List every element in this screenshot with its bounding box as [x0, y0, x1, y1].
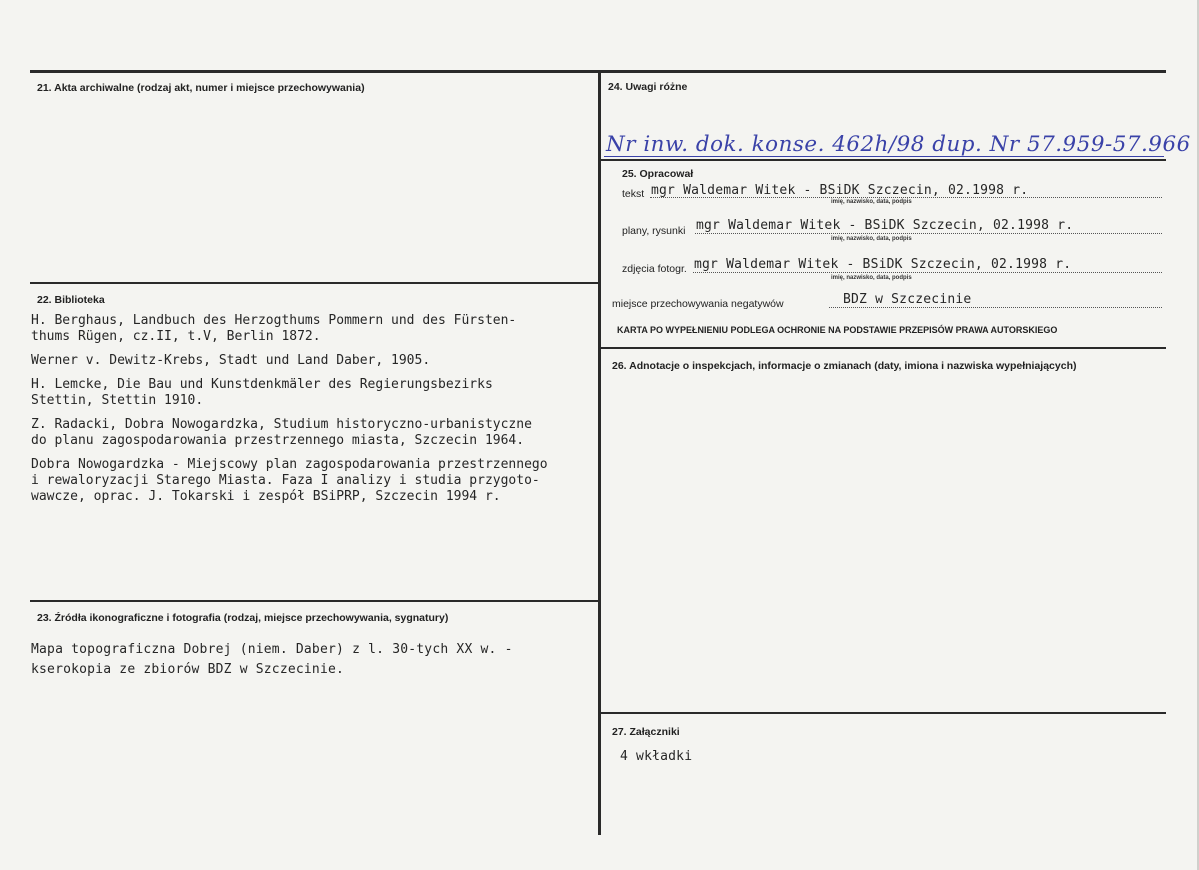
bibliography-entry: Dobra Nowogardzka - Miejscowy plan zagospodarowania przestrzennego i rewaloryzacji Starego Miasta. Faza I analizy i studia przygoto- wawcze, oprac. J. Tokarski i zespół BSiPRP, Szczecin 1994 r.	[31, 457, 548, 504]
author-plans-dotline	[695, 233, 1162, 234]
bibliography-entry: Z. Radacki, Dobra Nowogardzka, Studium historyczno-urbanistyczne do planu zagospodarowania przestrzennego miasta, Szczecin 1964.	[31, 417, 532, 448]
author-text-value: mgr Waldemar Witek - BSiDK Szczecin, 02.1998 r.	[651, 183, 1029, 198]
copyright-notice: KARTA PO WYPEŁNIENIU PODLEGA OCHRONIE NA PODSTAWIE PRZEPISÓW PRAWA AUTORSKIEGO	[617, 325, 1058, 335]
author-text-hint: imię, nazwisko, data, podpis	[831, 199, 912, 205]
handwritten-remark: Nr inw. dok. konse. 462h/98 dup. Nr 57.959-57.966	[606, 132, 1191, 156]
section-26-title: 26. Adnotacje o inspekcjach, informacje o zmianach (daty, imiona i nazwiska wypełniających)	[612, 360, 1077, 372]
author-photos-hint: imię, nazwisko, data, podpis	[831, 275, 912, 281]
negatives-dotline	[829, 307, 1162, 308]
author-text-dotline	[650, 197, 1162, 198]
author-plans-label: plany, rysunki	[622, 225, 686, 237]
iconography-text: Mapa topograficzna Dobrej (niem. Daber) z l. 30-tych XX w. - kserokopia ze zbiorów BDZ w Szczecinie.	[31, 642, 513, 677]
section-23-title: 23. Źródła ikonograficzne i fotografia (rodzaj, miejsce przechowywania, sygnatury)	[37, 612, 449, 624]
bibliography-entry: Werner v. Dewitz-Krebs, Stadt und Land Daber, 1905.	[31, 353, 431, 368]
rule-22-23	[30, 600, 600, 602]
negatives-label: miejsce przechowywania negatywów	[612, 298, 784, 310]
bibliography-entry: H. Berghaus, Landbuch des Herzogthums Pommern und des Fürsten- thums Rügen, cz.II, t.V, Berlin 1872.	[31, 313, 517, 344]
author-plans-value: mgr Waldemar Witek - BSiDK Szczecin, 02.1998 r.	[696, 218, 1074, 233]
bibliography-list	[31, 313, 597, 513]
rule-24-25	[600, 159, 1166, 161]
author-photos-dotline	[693, 272, 1162, 273]
author-plans-hint: imię, nazwisko, data, podpis	[831, 236, 912, 242]
section-24-title: 24. Uwagi różne	[608, 81, 688, 93]
author-photos-value: mgr Waldemar Witek - BSiDK Szczecin, 02.1998 r.	[694, 257, 1072, 272]
rule-25-26	[600, 347, 1166, 349]
negatives-value: BDZ w Szczecinie	[843, 292, 972, 307]
bibliography-entry: H. Lemcke, Die Bau und Kunstdenkmäler des Regierungsbezirks Stettin, Stettin 1910.	[31, 377, 493, 408]
rule-21-22	[30, 282, 600, 284]
handwritten-underline	[604, 156, 1164, 157]
rule-26-27	[600, 712, 1166, 714]
section-21-title: 21. Akta archiwalne (rodzaj akt, numer i miejsce przechowywania)	[37, 82, 365, 94]
section-27-title: 27. Załączniki	[612, 726, 680, 738]
attachments-text: 4 wkładki	[620, 749, 693, 764]
center-divider	[598, 70, 601, 835]
section-25-title: 25. Opracował	[622, 168, 694, 180]
author-text-label: tekst	[622, 188, 645, 200]
author-photos-label: zdjęcia fotogr.	[622, 263, 687, 275]
section-22-title: 22. Biblioteka	[37, 294, 105, 306]
